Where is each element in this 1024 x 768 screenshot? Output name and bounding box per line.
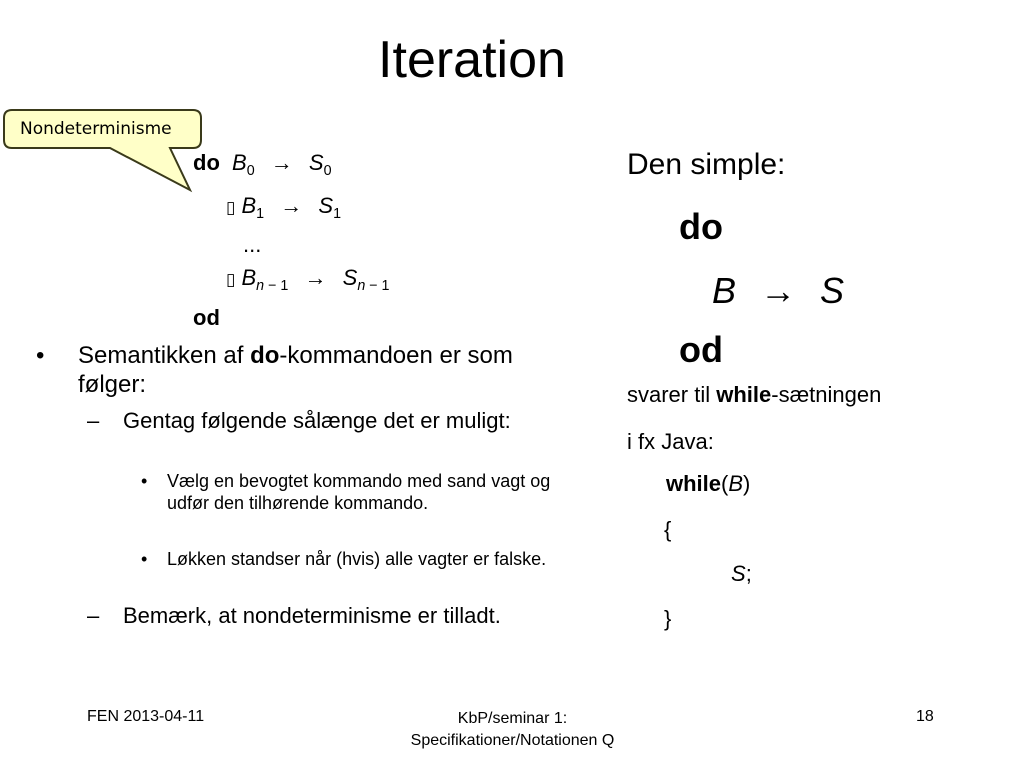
arrow-icon: → bbox=[304, 265, 327, 290]
body-statement: S; bbox=[731, 561, 752, 586]
right-heading: Den simple: bbox=[627, 148, 786, 181]
bullet-text: Vælg en bevogtet kommando med sand vagt og udfør den tilhørende kommando. bbox=[167, 471, 551, 513]
do-keyword: do bbox=[193, 150, 220, 175]
stmt-s0: S bbox=[308, 150, 324, 175]
guarded-line-n bbox=[226, 265, 390, 294]
guard-sub-n: n bbox=[256, 278, 265, 294]
od-keyword: od bbox=[193, 305, 220, 330]
separator-box-icon: ▯ bbox=[226, 270, 236, 289]
bullet-text: Gentag følgende sålænge det er muligt: bbox=[123, 408, 511, 433]
right-od-keyword: od bbox=[679, 329, 723, 370]
footer-center bbox=[355, 708, 670, 752]
arrow-icon: → bbox=[270, 150, 293, 175]
bullet-level3 bbox=[141, 548, 551, 570]
guard-b1: B bbox=[241, 193, 257, 218]
guarded-line-1 bbox=[193, 150, 332, 179]
guard-b: B bbox=[712, 270, 737, 311]
stmt-s1: S bbox=[318, 193, 334, 218]
while-line: while(B) bbox=[666, 471, 751, 496]
bullet-dash-icon: – bbox=[87, 408, 100, 433]
separator-box-icon: ▯ bbox=[226, 198, 236, 217]
bullet-level2 bbox=[87, 603, 527, 629]
brace-open: { bbox=[664, 517, 672, 542]
bullet-dot-icon: • bbox=[141, 549, 148, 569]
slide-title: Iteration bbox=[378, 31, 566, 89]
bullet-text: Løkken standser når (hvis) alle vagter er falske. bbox=[167, 549, 547, 569]
stmt-sub-rest: − 1 bbox=[365, 278, 390, 294]
bullet-text: Semantikken af do-kommandoen er som følger: bbox=[78, 342, 513, 398]
page-number: 18 bbox=[916, 708, 934, 725]
right-do-keyword: do bbox=[679, 206, 723, 247]
bullet-dot-icon: • bbox=[141, 471, 148, 491]
stmt-sub-n: n bbox=[357, 278, 366, 294]
right-guarded-command bbox=[712, 270, 844, 312]
callout-text: Nondeterminisme bbox=[20, 119, 172, 139]
arrow-icon: → bbox=[280, 193, 303, 218]
brace-close: } bbox=[664, 606, 672, 631]
footer-center-line1: KbP/seminar 1: bbox=[457, 710, 568, 727]
stmt-sn: S bbox=[342, 265, 358, 290]
bullet-level1 bbox=[36, 341, 556, 399]
bullet-dot-icon: • bbox=[36, 342, 45, 369]
stmt-sub: 1 bbox=[333, 206, 342, 222]
bullet-level2 bbox=[87, 408, 527, 434]
guard-bn: B bbox=[241, 265, 257, 290]
guarded-ellipsis: ... bbox=[243, 232, 262, 257]
arrow-icon: → bbox=[760, 270, 797, 311]
stmt-sub: 0 bbox=[323, 163, 332, 179]
footer-date: FEN 2013-04-11 bbox=[87, 708, 205, 725]
guarded-line-2 bbox=[226, 193, 342, 222]
bullet-level3 bbox=[141, 470, 551, 514]
guard-sub: 0 bbox=[246, 163, 255, 179]
svarer-line: svarer til while-sætningen bbox=[627, 382, 882, 407]
guard-sub-rest: − 1 bbox=[264, 278, 289, 294]
bullet-dash-icon: – bbox=[87, 603, 100, 628]
bullet-text: Bemærk, at nondeterminisme er tilladt. bbox=[123, 603, 501, 628]
guard-b0: B bbox=[232, 150, 247, 175]
ifx-line: i fx Java: bbox=[627, 429, 714, 454]
footer-center-line2: Specifikationer/Notationen Q bbox=[410, 732, 615, 749]
guard-sub: 1 bbox=[256, 206, 265, 222]
stmt-s: S bbox=[820, 270, 845, 311]
